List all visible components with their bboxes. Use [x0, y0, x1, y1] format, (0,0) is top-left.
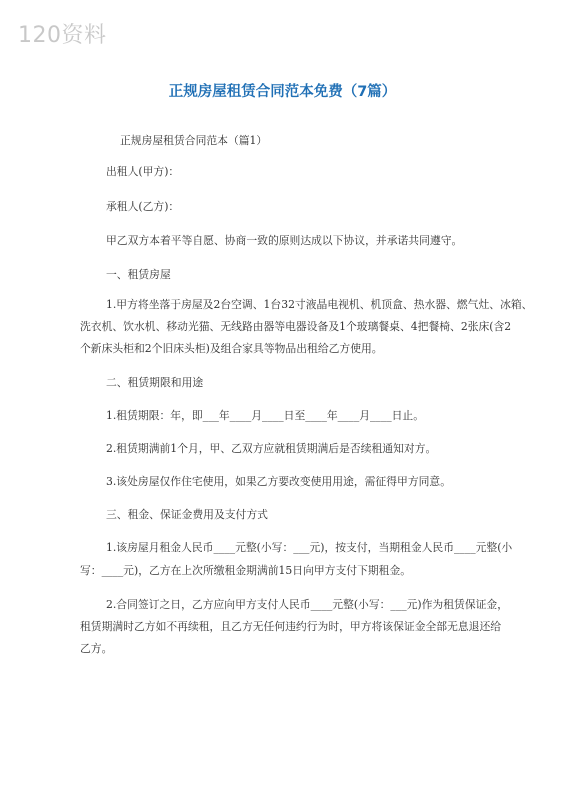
section-1-heading: 一、租赁房屋 [106, 268, 171, 281]
section-3-para-1-line-2: 写：____元)，乙方在上次所缴租金期满前15日向甲方支付下期租金。 [80, 564, 412, 577]
section-3-para-2-line-1: 2.合同签订之日，乙方应向甲方支付人民币____元整(小写：___元)作为租赁保证金， [106, 598, 509, 611]
section-1-para-1-line-3: 个新床头柜和2个旧床头柜)及组合家具等物品出租给乙方使用。 [80, 342, 383, 355]
lessee-line: 承租人(乙方)： [106, 200, 180, 213]
section-2-heading: 二、租赁期限和用途 [106, 376, 204, 389]
section-2-para-3: 3.该处房屋仅作住宅使用，如果乙方要改变使用用途，需征得甲方同意。 [106, 475, 452, 488]
lessor-line: 出租人(甲方)： [106, 165, 180, 178]
section-1-para-1-line-2: 洗衣机、饮水机、移动光猫、无线路由器等电器设备及1个玻璃餐桌、4把餐椅、2张床(含2 [80, 320, 512, 333]
contract-subtitle: 正规房屋租赁合同范本（篇1） [120, 134, 268, 147]
section-1-para-1-line-1: 1.甲方将坐落于房屋及2台空调、1台32寸液晶电视机、机顶盒、热水器、燃气灶、冰箱、 [106, 298, 533, 311]
section-2-para-2: 2.租赁期满前1个月，甲、乙双方应就租赁期满后是否续租通知对方。 [106, 442, 437, 455]
section-3-para-2-line-2: 租赁期满时乙方如不再续租，且乙方无任何违约行为时，甲方将该保证金全部无息退还给 [80, 620, 502, 633]
watermark-logo: 120资料 [18, 23, 107, 48]
section-3-para-1-line-1: 1.该房屋月租金人民币____元整(小写：___元)，按支付，当期租金人民币____元整(小 [106, 541, 513, 554]
section-2-para-1: 1.租赁期限：年，即___年____月____日至____年____月____日止。 [106, 409, 425, 422]
intro-paragraph: 甲乙双方本着平等自愿、协商一致的原则达成以下协议，并承诺共同遵守。 [106, 234, 463, 247]
section-3-heading: 三、租金、保证金费用及支付方式 [106, 508, 268, 521]
document-title: 正规房屋租赁合同范本免费（7篇） [168, 84, 397, 100]
section-3-para-2-line-3: 乙方。 [80, 642, 113, 655]
